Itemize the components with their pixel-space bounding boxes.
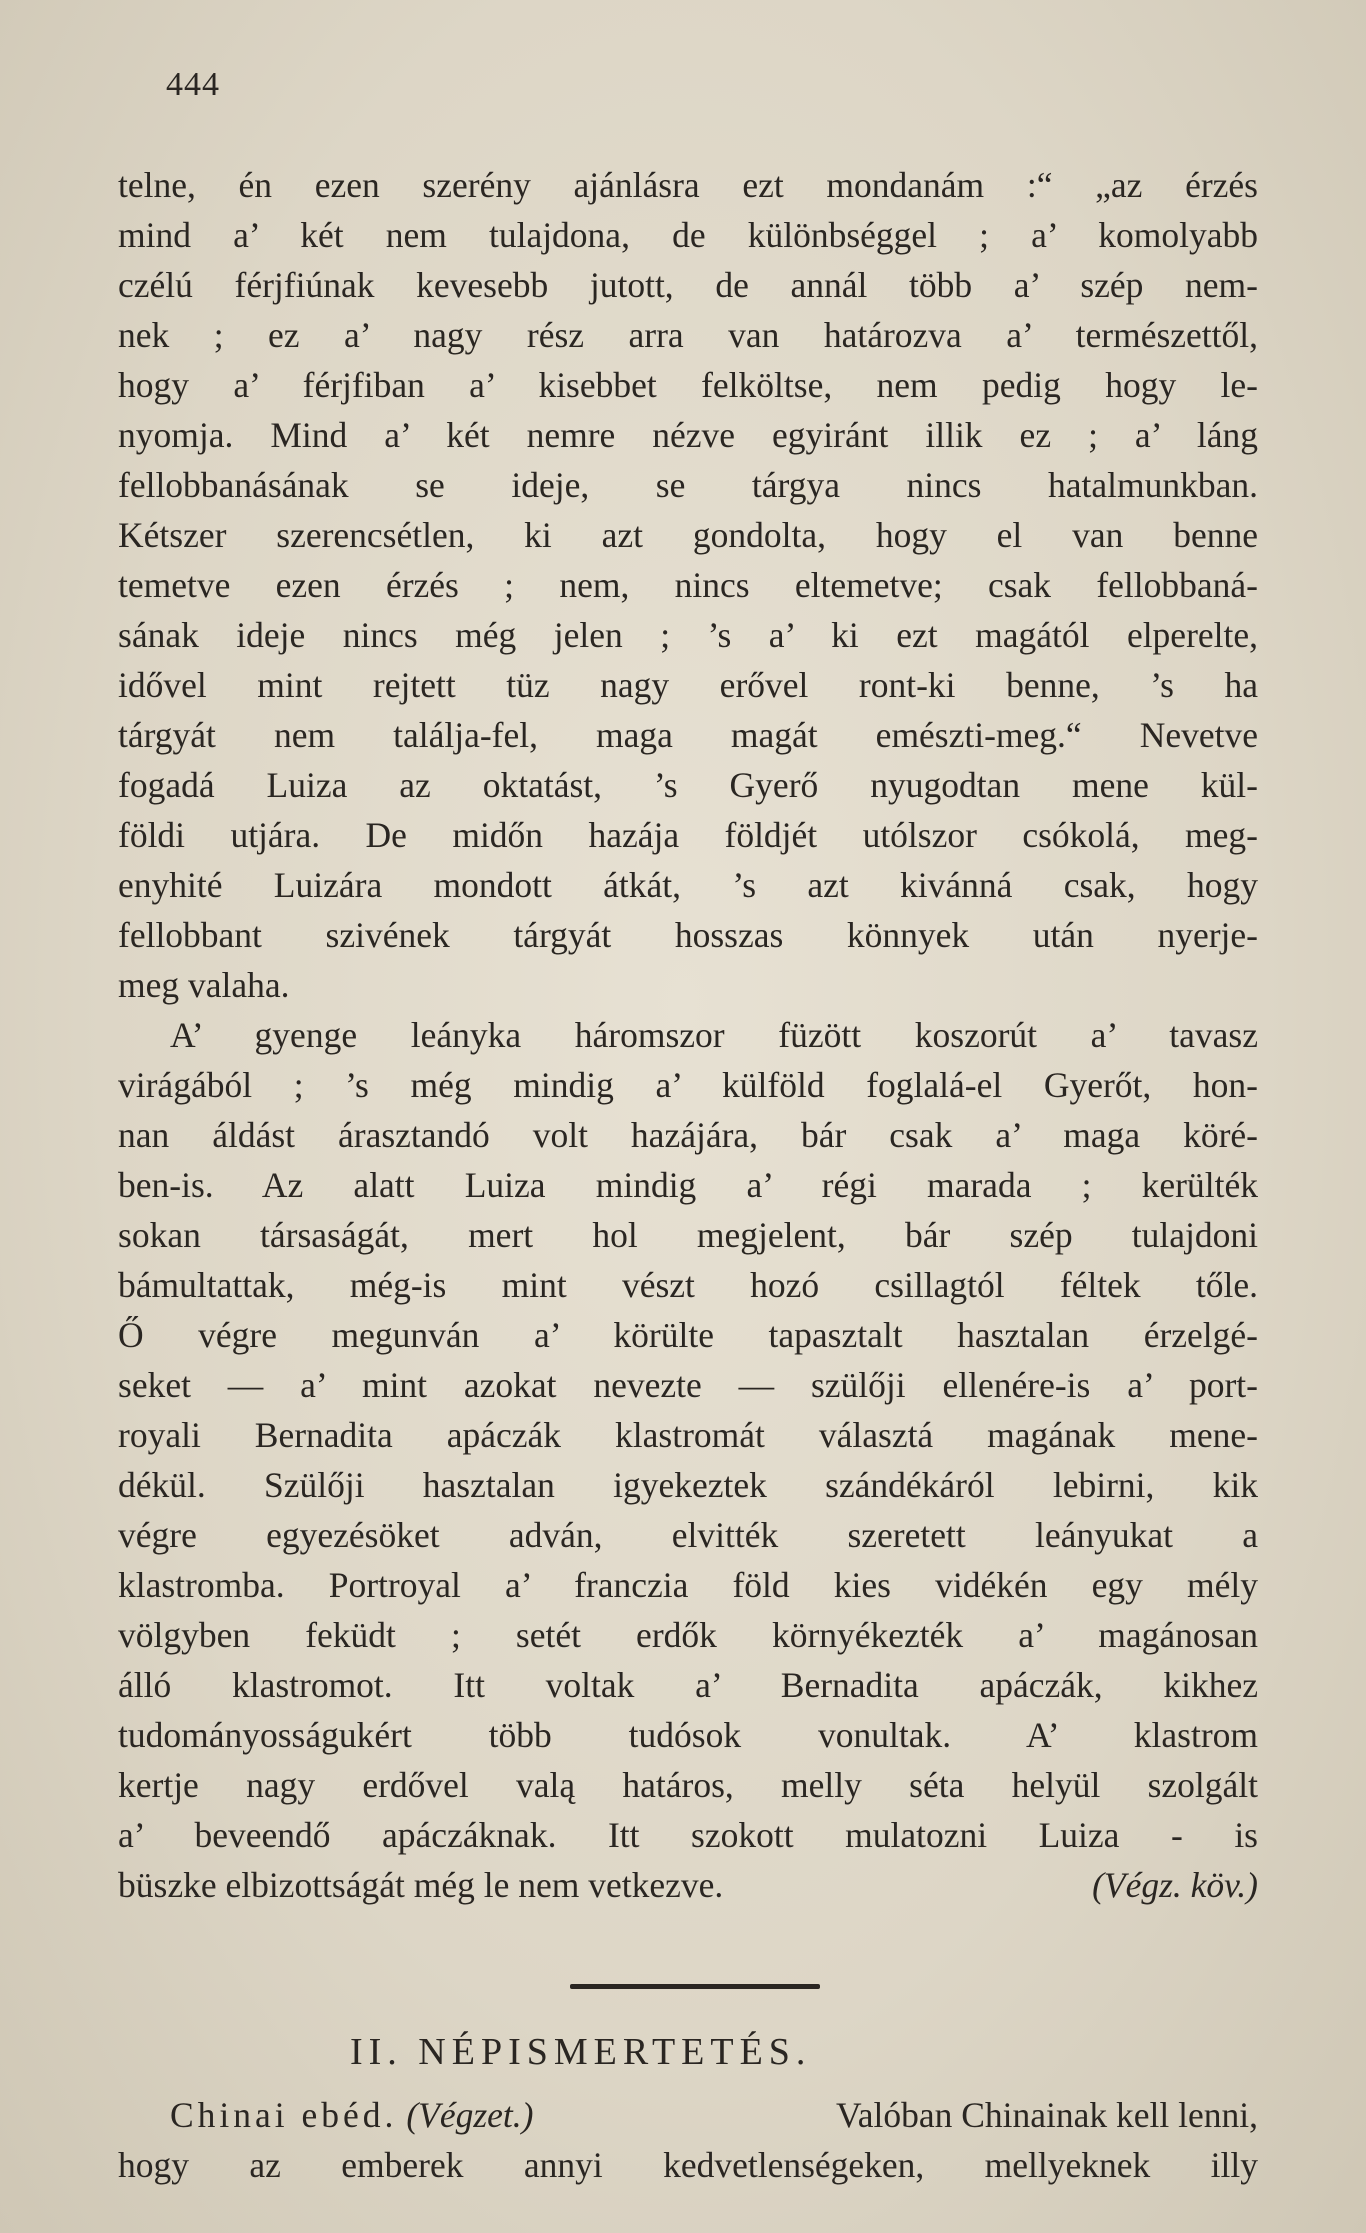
- text-line: sának ideje nincs még jelen ; ’s a’ ki ezt magától elperelte,: [118, 615, 1258, 655]
- text-line: temetve ezen érzés ; nem, nincs eltemetve; csak fellobbaná-: [118, 565, 1258, 605]
- text-line: Ő végre megunván a’ körülte tapasztalt hasztalan érzelgé-: [118, 1315, 1258, 1355]
- text-line: földi utjára. De midőn hazája földjét utólszor csókolá, meg-: [118, 815, 1258, 855]
- text-line: dékül. Szülőji hasztalan igyekeztek szándékáról lebirni, kik: [118, 1465, 1258, 1505]
- text-line: hogy a’ férjfiban a’ kisebbet felköltse, nem pedig hogy le-: [118, 365, 1258, 405]
- continuation-note: (Végz. köv.): [1092, 1865, 1258, 1905]
- text-line: hogy az emberek annyi kedvetlenségeken, mellyeknek illy: [118, 2145, 1258, 2185]
- text-line: fellobbant szivének tárgyát hosszas könnyek után nyerje-: [118, 915, 1258, 955]
- text-line: telne, én ezen szerény ajánlásra ezt mondanám :“ „az érzés: [118, 165, 1258, 205]
- text-line: nan áldást árasztandó volt hazájára, bár csak a’ maga köré-: [118, 1115, 1258, 1155]
- closing-line-text: büszke elbizottságát még le nem vetkezve.: [118, 1865, 724, 1905]
- text-line: tudományosságukért több tudósok vonultak. A’ klastrom: [118, 1715, 1258, 1755]
- text-line: nyomja. Mind a’ két nemre nézve egyiránt illik ez ; a’ láng: [118, 415, 1258, 455]
- text-line: klastromba. Portroyal a’ franczia föld kies vidékén egy mély: [118, 1565, 1258, 1605]
- section-text: [118, 2090, 1258, 2190]
- section-title-note: (Végzet.): [406, 2095, 534, 2135]
- section-divider: [570, 1984, 820, 1989]
- text-line: a’ beveendő apáczáknak. Itt szokott mulatozni Luiza - is: [118, 1815, 1258, 1855]
- body-text: [118, 160, 1258, 1910]
- text-line: enyhité Luizára mondott átkát, ’s azt kivánná csak, hogy: [118, 865, 1258, 905]
- text-line: virágából ; ’s még mindig a’ külföld foglalá-el Gyerőt, hon-: [118, 1065, 1258, 1105]
- text-line: idővel mint rejtett tüz nagy erővel ront-ki benne, ’s ha: [118, 665, 1258, 705]
- text-line: sokan társaságát, mert hol megjelent, bár szép tulajdoni: [118, 1215, 1258, 1255]
- text-line: völgyben feküdt ; setét erdők környékezték a’ magánosan: [118, 1615, 1258, 1655]
- section-first-line-rest: Valóban Chinainak kell lenni,: [836, 2095, 1258, 2135]
- section-heading: II. NÉPISMERTETÉS.: [350, 2031, 812, 2073]
- text-line: bámultattak, még-is mint vészt hozó csillagtól féltek tőle.: [118, 1265, 1258, 1305]
- text-line: nek ; ez a’ nagy rész arra van határozva a’ természettől,: [118, 315, 1258, 355]
- text-line: Kétszer szerencsétlen, ki azt gondolta, hogy el van benne: [118, 515, 1258, 555]
- text-line: ben-is. Az alatt Luiza mindig a’ régi marada ; kerülték: [118, 1165, 1258, 1205]
- section-first-line: [118, 2090, 1258, 2140]
- section-title: Chinai ebéd.: [170, 2095, 398, 2135]
- text-line: mind a’ két nem tulajdona, de különbséggel ; a’ komolyabb: [118, 215, 1258, 255]
- page-number: 444: [166, 66, 220, 103]
- text-line: fellobbanásának se ideje, se tárgya nincs hatalmunkban.: [118, 465, 1258, 505]
- text-line: fogadá Luiza az oktatást, ’s Gyerő nyugodtan mene kül-: [118, 765, 1258, 805]
- text-line: seket — a’ mint azokat nevezte — szülőji ellenére-is a’ port-: [118, 1365, 1258, 1405]
- text-line: royali Bernadita apáczák klastromát választá magának mene-: [118, 1415, 1258, 1455]
- text-line: A’ gyenge leányka háromszor füzött koszorút a’ tavasz: [170, 1015, 1258, 1055]
- text-line: kertje nagy erdővel valą határos, melly séta helyül szolgált: [118, 1765, 1258, 1805]
- text-line: czélú férjfiúnak kevesebb jutott, de annál több a’ szép nem-: [118, 265, 1258, 305]
- closing-line: [118, 1860, 1258, 1910]
- text-line: meg valaha.: [118, 965, 290, 1005]
- text-line: végre egyezésöket adván, elvitték szeretett leányukat a: [118, 1515, 1258, 1555]
- text-line: tárgyát nem találja-fel, maga magát emészti-meg.“ Nevetve: [118, 715, 1258, 755]
- text-line: álló klastromot. Itt voltak a’ Bernadita apáczák, kikhez: [118, 1665, 1258, 1705]
